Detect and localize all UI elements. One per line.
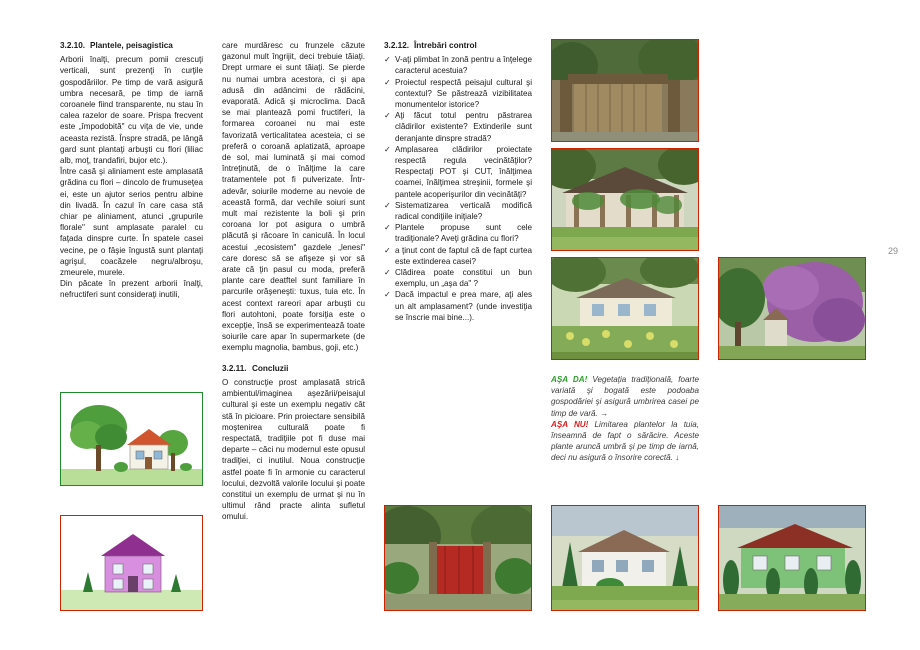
illustration-house-no-trees-svg [61,516,202,610]
illustration-house-no-trees [60,515,203,611]
illustration-house-with-trees [60,392,203,486]
list-item-label: Dacă impactul e prea mare, aţi ales un alt amplasament? (unde investiţia se înscrie mai bine...). [395,290,532,322]
list-item [384,267,532,289]
photo-wooden-gate [551,39,699,142]
column-three [384,40,532,323]
paragraph: O construcţie prost amplasată strică ambientul/imaginea aşezării/peisajul cultural şi este un exemplu negativ cât stă în picioare. Prin proiectare sensibilă moştenirea culturală poate fi respectată, tradiţiile pot fi duse mai departe – căci nu modernul este opusul tradiţiei, ci inutilul. Noua construcţie astfel poate fi în armonie cu caracterul locului, dezvoltă valorile locului şi poate constitui un exemplu de urmat şi nu în ultimul rând practe alinta sufletul omului. [222,377,365,522]
photo-purple-flowering-tree [718,257,866,360]
photo-white-house-conifers [551,505,699,611]
heading-number: 3.2.10. [60,41,86,50]
caption-no-text: Limitarea plantelor la tuia, înseamnă de fapt o sărăcire. Aceste plante aruncă umbră şi pe timp de iarnă, deci nu asigură o însorire corectă. ↓ [551,419,699,463]
photo-red-gate-greenery [384,505,532,611]
heading-title: Concluzii [252,363,289,373]
list-item [384,144,532,200]
section-heading-3-2-11 [222,363,365,374]
list-item-label: V-aţi plimbat în zonă pentru a înţelege caracterul acestuia? [395,55,532,76]
list-item-label: Clădirea poate constitui un bun exemplu, un „aşa da" ? [395,268,532,289]
paragraph: Arborii înalţi, precum pomii crescuţi verticali, sunt prezenţi în curţile gospodăriilor. Pe timp de vară asigură umbra necesară, pe timp de iarnă coroanele fiind transparente, nu stau în calea razelor de soare. Prispa frecvent este „împodobită" cu viţa de vie, unde aceasta rezistă. Înspre stradă, pe lângă gard sunt plantaţi arbuşti cu flori (liliac alb, moţ, trandafiri, bujor etc.). [60,55,203,166]
check-icon: ✓ [384,55,391,65]
photo-green-house-tuia-svg [719,506,865,610]
list-item [384,77,532,111]
photo-house-flower-garden-svg [552,258,698,359]
photo-house-flower-garden [551,257,699,360]
caption-yes-text: Vegetaţia tradiţională, foarte variată şi bogată este podoaba gospodăriei şi asigură umbrirea casei pe timp de vară. → [551,375,699,418]
caption-no-label: AŞA NU! [551,419,589,429]
check-icon: ✓ [384,245,391,255]
list-item-label: Plantele propuse sunt cele tradiţionale? Aveţi grădina cu flori? [395,223,532,244]
illustration-house-with-trees-svg [61,393,202,485]
photo-traditional-house-vines [551,148,699,251]
control-questions-list [384,54,532,323]
check-icon: ✓ [384,223,391,233]
heading-number: 3.2.11. [222,363,247,373]
paragraph: care murdăresc cu frunzele căzute gazonul mult îngrijit, deci trebuie tăiaţi. Drept urmare ei sunt tăiaţi. Se pierde nu numai umbra acestora, ci şi apa adusă din adâncimi de rădăcini, evaporată. Adică şi microclima. Dacă se mai plantează pomi fructiferi, la formarea coroanei nu mai este favorizată verticalitatea acesteia, ci se preferă o coroană aplatizată, aproape de sol, mai luminată şi mai comod întreţinută, de o înălţime la care tratamentele pot fi pulverizate. Într-adevăr, soiurile moderne au nevoie de această formă, dar vechile soiuri sunt mult mai rezistente la boli şi prin coroana lor pot asigura o umbră plăcută şi răcoare în caniculă. În locul acestui „ecosistem" gazdele „lenesi" care doresc să se afişeze şi vor să arate că ţin pasul cu moda, preferă plante care deatftel sunt familiare în parcurile orăşeneşti: tuxus, tuia etc. În acest context rareori apar arbuşti cu flori autohtoni, poate forsiţia este o excepţie, însă se experimentează toate soiurile care apar în supermarkete (de exemplu magnolia, bambus, goji, etc.) [222,41,365,353]
photo-wooden-gate-svg [552,40,698,141]
check-icon: ✓ [384,200,391,210]
photo-green-house-tuia [718,505,866,611]
photo-white-house-conifers-svg [552,506,698,610]
list-item [384,200,532,222]
check-icon: ✓ [384,290,391,300]
caption-yes-label: AŞA DA! [551,375,588,384]
photo-purple-flowering-tree-svg [719,258,865,359]
check-icon: ✓ [384,144,391,154]
list-item-label: Sistematizarea verticală modifică radical condiţiile iniţiale? [395,200,532,222]
section-heading-3-2-12 [384,40,532,51]
list-item [384,289,532,323]
check-icon: ✓ [384,77,391,87]
list-item-label: Aţi făcut totul pentru păstrarea clădirilor existente? Extinderile sunt deranjante dinspre stradă? [395,111,532,143]
list-item [384,245,532,267]
list-item [384,222,532,244]
photo-traditional-house-vines-svg [552,149,698,250]
check-icon: ✓ [384,268,391,278]
list-item-label: a ţinut cont de faptul că de fapt curtea este extinderea casei? [395,245,532,266]
page-number: 29 [887,246,898,256]
heading-number: 3.2.12. [384,41,410,50]
list-item-label: Proiectul respectă peisajul cultural şi contextul? Se păstrează vizibilitatea monumentelor istorice? [395,77,532,110]
heading-title: Plantele, peisagistica [90,41,173,50]
column-two [222,40,365,523]
section-heading-3-2-10 [60,40,203,51]
paragraph: Între casă şi aliniament este amplasată grădina cu flori – dincolo de frumuseţea ei, este un ajutor serios pentru albine din livadă. În cazul în care casa stă chiar pe aliniament, atunci „grupurile florale" sunt amplasate paralel cu faţada dinspre curte. În spatele casei vecine, pe o fâşie îngustă sunt plantaţi agrişul, coacăzele negru/albroşu, zmeurele, murele. [60,167,203,278]
list-item [384,54,532,76]
check-icon: ✓ [384,111,391,121]
photo-red-gate-greenery-svg [385,506,531,610]
column-one [60,40,203,301]
list-item [384,110,532,144]
photo-caption-block [551,374,699,464]
heading-title: Întrebări control [414,41,477,50]
paragraph: Din păcate în prezent arborii înalţi, nefructiferi sunt consideraţi inutili, [60,279,203,300]
list-item-label: Amplasarea clădirilor proiectate respectă regula vecinătăţilor? Respectaţi POT şi CUT, înălţimea coamei, înălţimea streşinii, formele şi pantele acoperişurilor din vecinătăţi? [395,144,532,199]
